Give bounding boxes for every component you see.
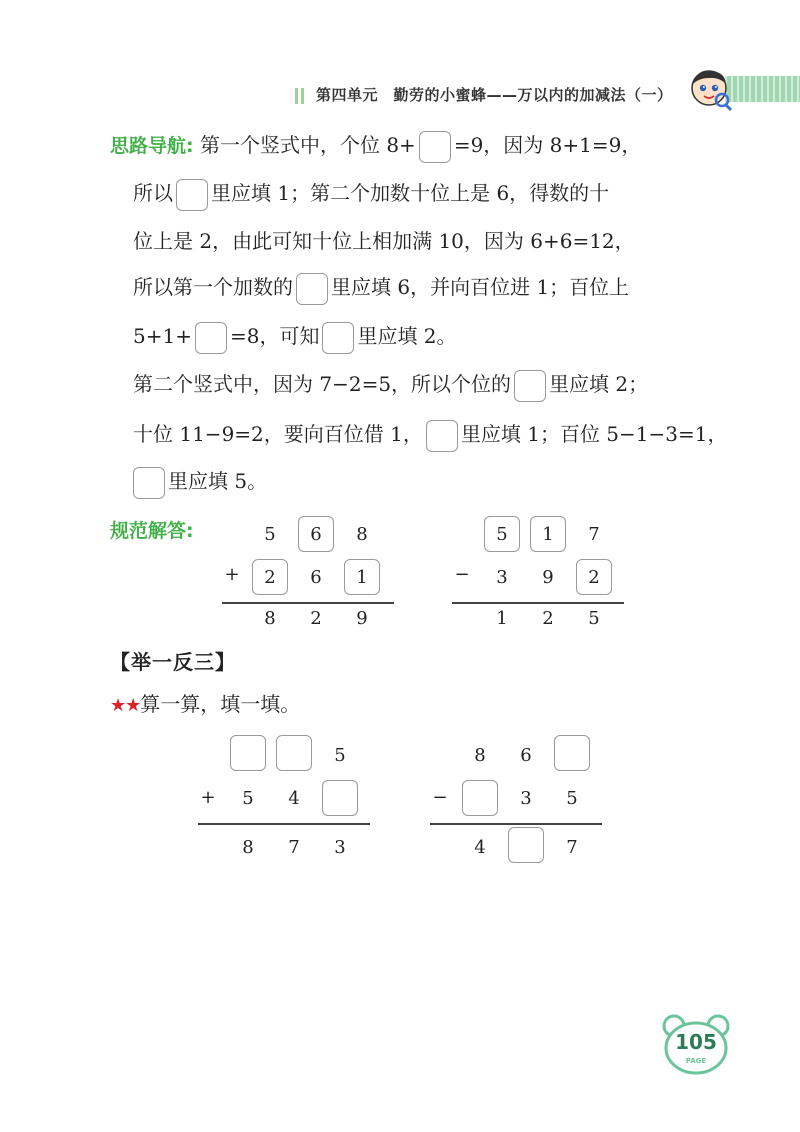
blank-box [426,420,458,452]
blank-box [514,370,546,402]
digit: 6 [310,566,322,588]
digit: 5 [242,787,254,809]
blank-box [296,273,328,305]
filled-box: 6 [298,516,334,552]
analysis-line-4 [133,272,629,305]
filled-box: 5 [484,516,520,552]
digit: 3 [520,787,532,809]
digit: 4 [474,836,486,858]
blank-box [195,322,227,354]
text-segment: 十位 11−9=2，要向百位借 1， [133,422,423,446]
page-number: 105 [675,1030,717,1054]
blank-box [419,131,451,163]
digit: 7 [588,523,600,545]
text-segment: 所以 [133,181,173,205]
plus-sign: + [200,787,216,808]
solution-subtraction [452,516,627,629]
text-segment: 5+1+ [133,324,192,348]
digit: 7 [288,836,300,858]
digit: 3 [334,836,346,858]
page-label: PAGE [685,1057,707,1065]
answer-box[interactable] [276,735,312,771]
page-number-badge [660,1012,732,1076]
answer-box[interactable] [508,827,544,863]
mascot-with-magnifier-icon [689,68,733,112]
solution-label: 规范解答: [110,520,194,542]
header-decor-bars [295,88,307,108]
text-segment: 里应填 2； [549,372,649,396]
answer-box[interactable] [322,780,358,816]
blank-box [176,179,208,211]
analysis-line-3: 位上是 2，由此可知十位上相加满 10，因为 6+6=12， [133,229,635,253]
text-segment: 第一个竖式中，个位 8+ [199,133,416,157]
blank-box [322,322,354,354]
digit: 8 [474,744,486,766]
filled-box: 2 [576,559,612,595]
text-segment: 里应填 6，并向百位进 1；百位上 [331,275,630,299]
text-segment: =8，可知 [229,324,320,348]
text-segment: 里应填 5。 [168,469,268,493]
digit: 5 [588,607,600,629]
analysis-label: 思路导航: [110,135,194,157]
filled-box: 1 [344,559,380,595]
analysis-line-6 [133,369,648,402]
digit: 8 [264,607,276,629]
answer-box[interactable] [554,735,590,771]
practice-addition [198,735,373,858]
digit: 6 [520,744,532,766]
digit: 7 [566,836,578,858]
difference-line [430,823,602,825]
filled-box: 1 [530,516,566,552]
digit: 4 [288,787,300,809]
digit: 8 [356,523,368,545]
filled-box: 2 [252,559,288,595]
text-segment: 第二个竖式中，因为 7−2=5，所以个位的 [133,372,512,396]
solution-addition [222,516,397,629]
analysis-line-7 [133,419,727,452]
answer-box[interactable] [230,735,266,771]
blank-box [133,467,165,499]
digit: 5 [334,744,346,766]
digit: 3 [496,566,508,588]
sum-line [198,823,370,825]
task-instruction-line [110,688,300,717]
text-segment: 所以第一个加数的 [133,275,293,299]
practice-subtraction [430,735,605,858]
header-title: 第四单元 勤劳的小蜜蜂——万以内的加减法（一） [316,86,673,104]
plus-sign: + [224,564,240,585]
analysis-line-5 [133,321,457,354]
digit: 2 [542,607,554,629]
digit: 2 [310,607,322,629]
difficulty-stars-icon: ★★ [110,695,141,716]
task-instruction: 算一算，填一填。 [140,692,301,716]
header-strip [725,76,800,102]
minus-sign: − [454,564,470,585]
text-segment: 里应填 2。 [357,324,457,348]
analysis-line-1 [110,130,641,163]
answer-box[interactable] [462,780,498,816]
analysis-line-2 [133,178,609,211]
digit: 9 [356,607,368,629]
text-segment: =9，因为 8+1=9， [453,133,642,157]
digit: 5 [264,523,276,545]
section-title: 【举一反三】 [110,650,236,674]
digit: 1 [496,607,508,629]
text-segment: 里应填 1；第二个加数十位上是 6，得数的十 [211,181,610,205]
text-segment: 里应填 1；百位 5−1−3=1， [460,422,728,446]
digit: 9 [542,566,554,588]
analysis-line-8 [133,466,267,499]
digit: 8 [242,836,254,858]
minus-sign: − [432,787,448,808]
digit: 5 [566,787,578,809]
